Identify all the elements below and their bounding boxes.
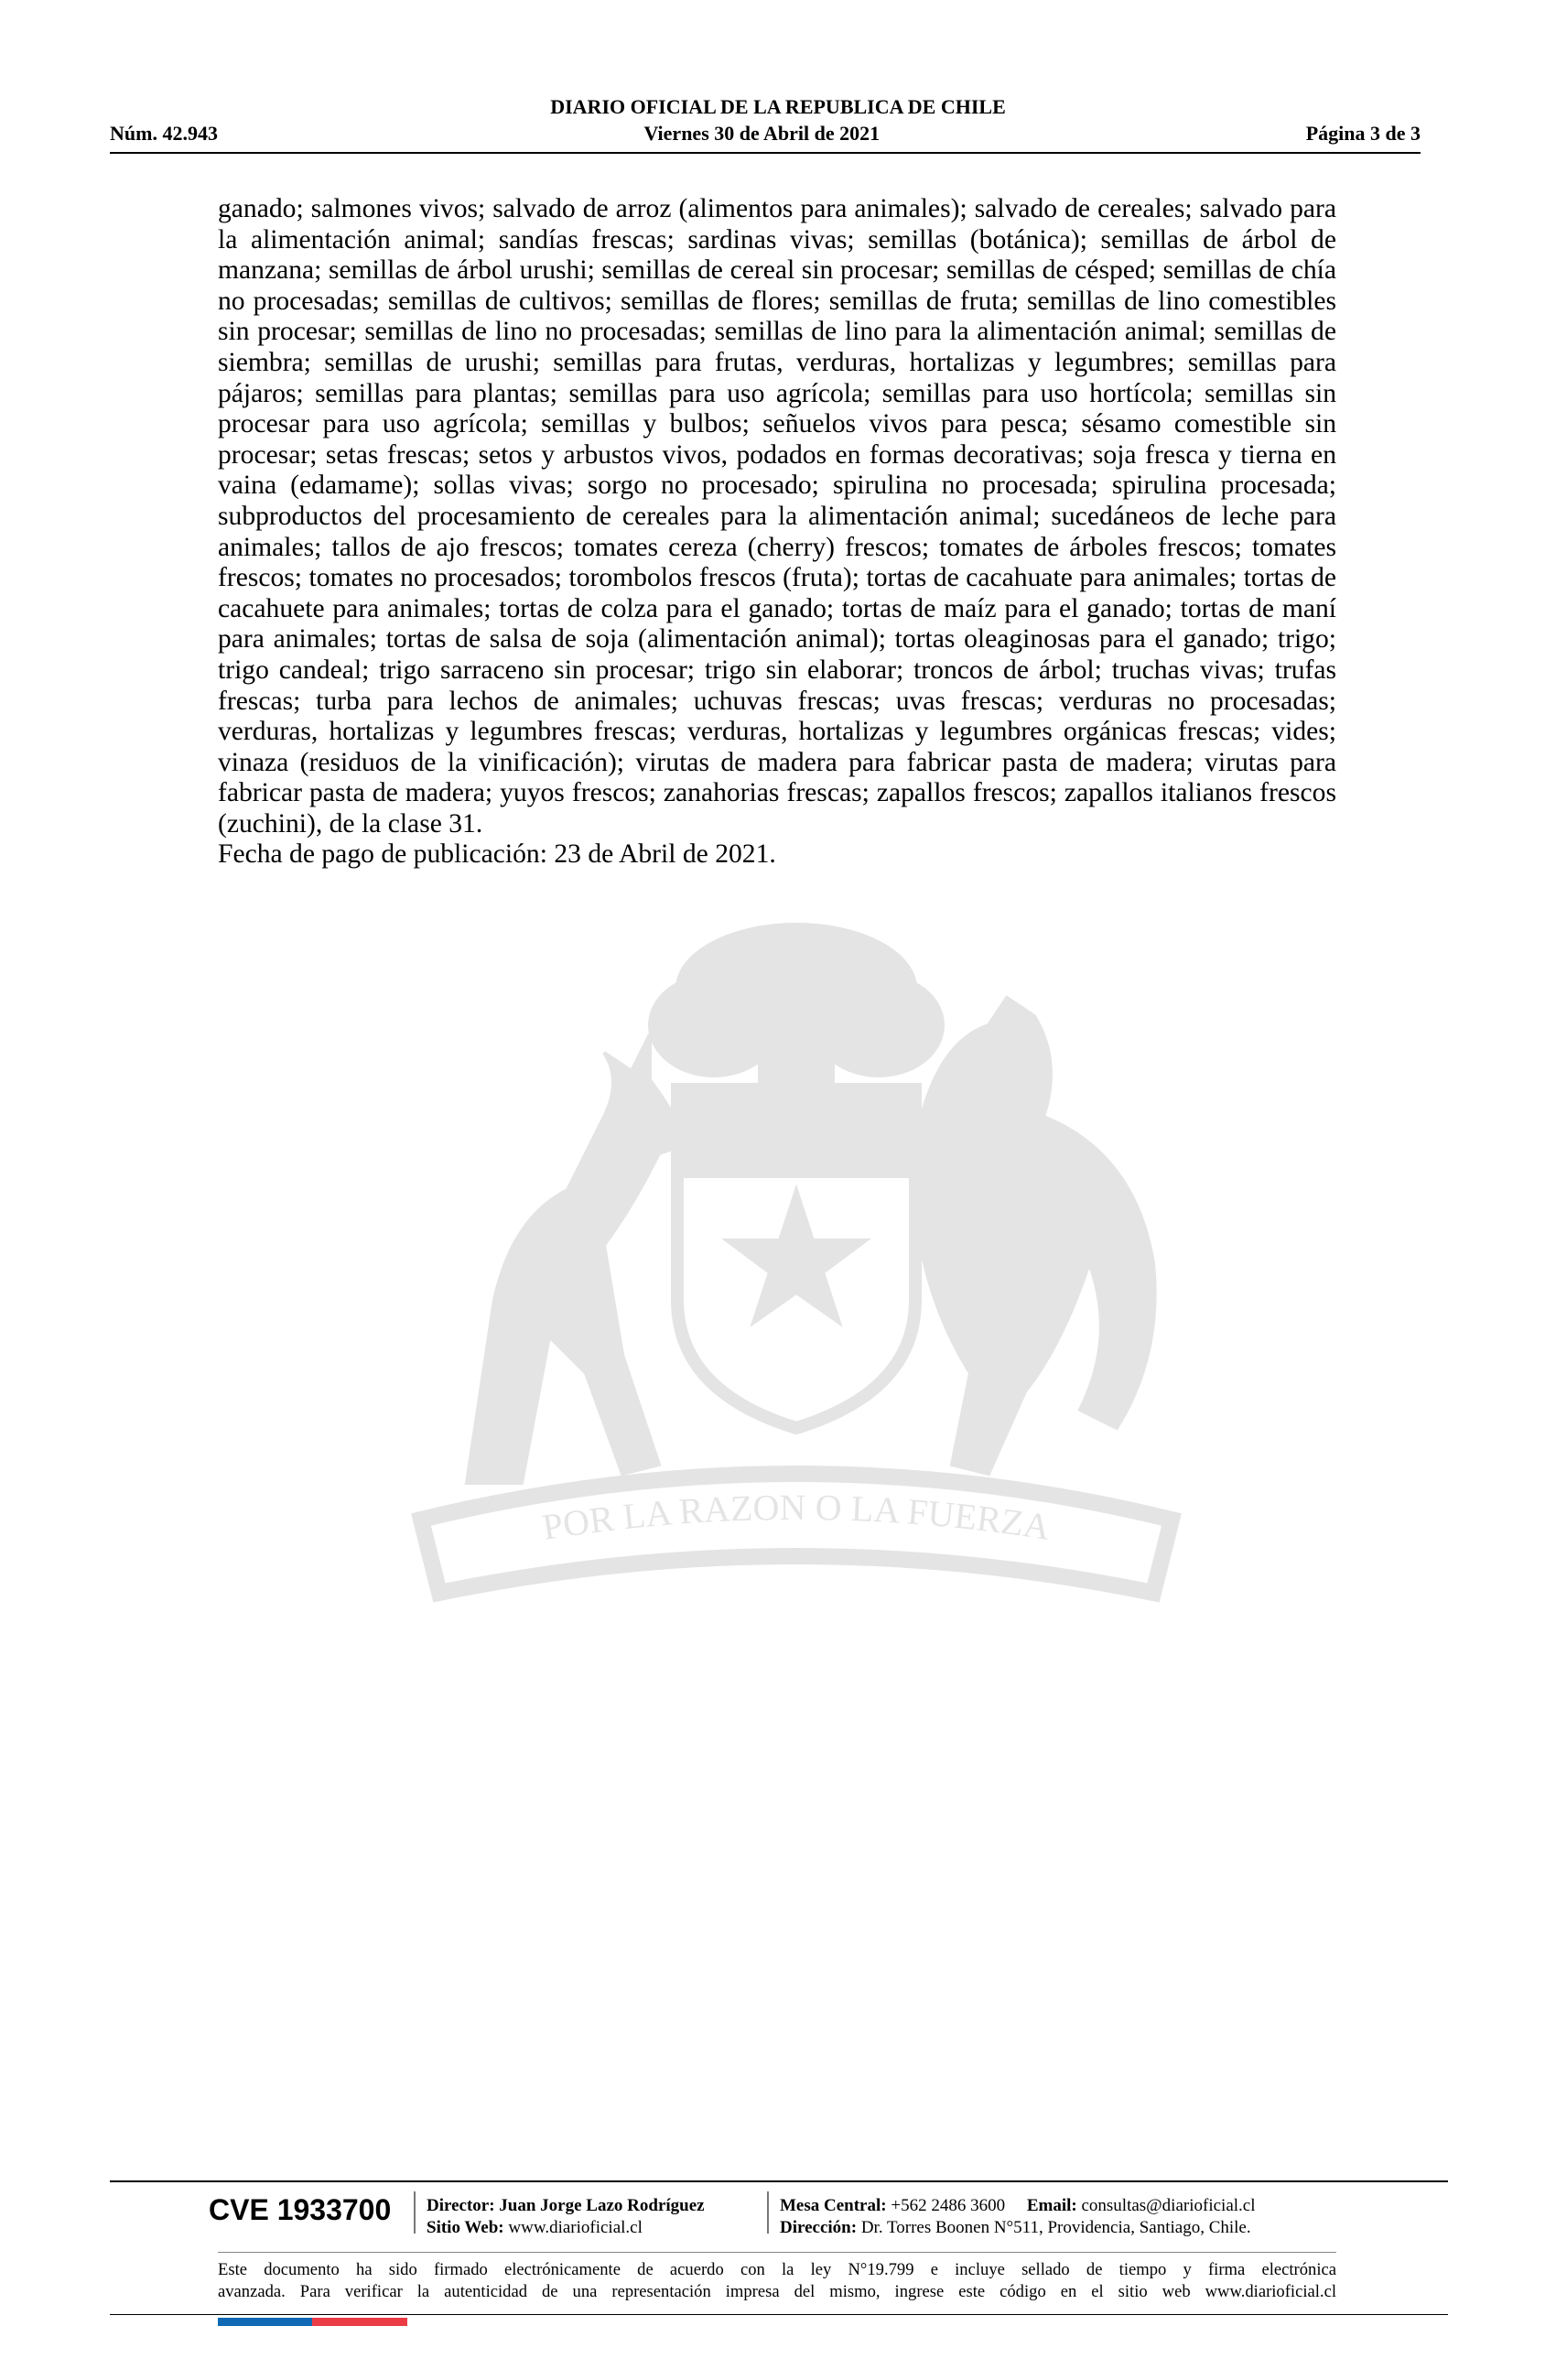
- email-link[interactable]: consultas@diarioficial.cl: [1081, 2196, 1256, 2215]
- footer-divider-top: [110, 2180, 1448, 2182]
- signature-notice: [218, 2259, 1336, 2303]
- footer-separator: [767, 2191, 769, 2234]
- director-name: Juan Jorge Lazo Rodríguez: [499, 2196, 705, 2215]
- footer-divider-mid: [218, 2252, 1336, 2253]
- header-divider: [110, 152, 1421, 154]
- newspaper-title: DIARIO OFICIAL DE LA REPUBLICA DE CHILE: [550, 95, 1006, 118]
- goods-list-paragraph: ganado; salmones vivos; salvado de arroz (alimentos para animales); salvado de cereales; salvado para la alimentación animal; sandías frescas; sardinas vivas; semillas (botánica); semillas de árbol de manzana; semillas de árbol urushi; semillas de cereal sin procesar; semillas de césped; semillas de chía no procesadas; semillas de cultivos; semillas de flores; semillas de fruta; semillas de lino comestibles sin procesar; semillas de lino no procesadas; semillas de lino para la alimentación animal; semillas de siembra; semillas de urushi; semillas para frutas, verduras, hortalizas y legumbres; semillas para pájaros; semillas para plantas; semillas para uso agrícola; semillas para uso hortícola; semillas sin procesar para uso agrícola; semillas y bulbos; señuelos vivos para pesca; sésamo comestible sin procesar; setas frescas; setos y arbustos vivos, podados en formas decorativas; soja fresca y tierna en vaina (edamame); sollas vivas; sorgo no procesado; spirulina no procesada; spirulina procesada; subproductos del procesamiento de cereales para la alimentación animal; sucedáneos de leche para animales; tallos de ajo frescos; tomates cereza (cherry) frescos; tomates de árboles frescos; tomates frescos; tomates no procesados; torombolos frescos (fruta); tortas de cacahuate para animales; tortas de cacahuete para animales; tortas de colza para el ganado; tortas de maíz para el ganado; tortas de maní para animales; tortas de salsa de soja (alimentación animal); tortas oleaginosas para el ganado; trigo; trigo candeal; trigo sarraceno sin procesar; trigo sin elaborar; troncos de árbol; truchas vivas; trufas frescas; turba para lechos de animales; uchuvas frescas; uvas frescas; verduras no procesadas; verduras, hortalizas y legumbres frescas; verduras, hortalizas y legumbres orgánicas frescas; vides; vinaza (residuos de la vinificación); virutas de madera para fabricar pasta de madera; virutas para fabricar pasta de madera; yuyos frescos; zanahorias frescas; zapallos frescos; zapallos italianos frescos (zuchini), de la clase 31.: [218, 194, 1336, 838]
- payment-date: Fecha de pago de publicación: 23 de Abril de 2021.: [218, 839, 776, 870]
- chile-coat-of-arms-icon: [330, 915, 1263, 1648]
- footer-director-column: [427, 2195, 705, 2239]
- director-label: Director:: [427, 2196, 495, 2215]
- notice-line-1: Este documento ha sido firmado electrónicamente de acuerdo con la ley N°19.799 e incluye sellado de tiempo y firma electrónica: [218, 2260, 1336, 2279]
- email-label: Email:: [1026, 2196, 1077, 2215]
- header-row: [110, 122, 1421, 146]
- publication-body: [218, 194, 1336, 871]
- website-label: Sitio Web:: [427, 2218, 504, 2237]
- notice-line-2: avanzada. Para verificar la autenticidad de una representación impresa del mismo, ingrese este código en el sitio web www.diarioficial.cl: [218, 2282, 1336, 2301]
- footer-divider-bottom: [110, 2314, 1448, 2315]
- address-label: Dirección:: [780, 2218, 858, 2237]
- phone-number: +562 2486 3600: [891, 2196, 1006, 2215]
- motto-text: POR LA RAZON O LA FUERZA: [539, 1486, 1054, 1548]
- flag-stripe-red: [312, 2318, 407, 2326]
- flag-stripe-blue: [218, 2318, 312, 2326]
- footer-contact-column: [780, 2195, 1256, 2239]
- footer-separator: [414, 2191, 416, 2234]
- page-number: Página 3 de 3: [1305, 122, 1421, 145]
- issue-number: Núm. 42.943: [110, 122, 218, 145]
- cve-code: CVE 1933700: [209, 2193, 392, 2226]
- website-link[interactable]: www.diarioficial.cl: [508, 2218, 643, 2237]
- phone-label: Mesa Central:: [780, 2196, 887, 2215]
- issue-date: Viernes 30 de Abril de 2021: [643, 122, 881, 145]
- address-text: Dr. Torres Boonen N°511, Providencia, Santiago, Chile.: [860, 2218, 1251, 2237]
